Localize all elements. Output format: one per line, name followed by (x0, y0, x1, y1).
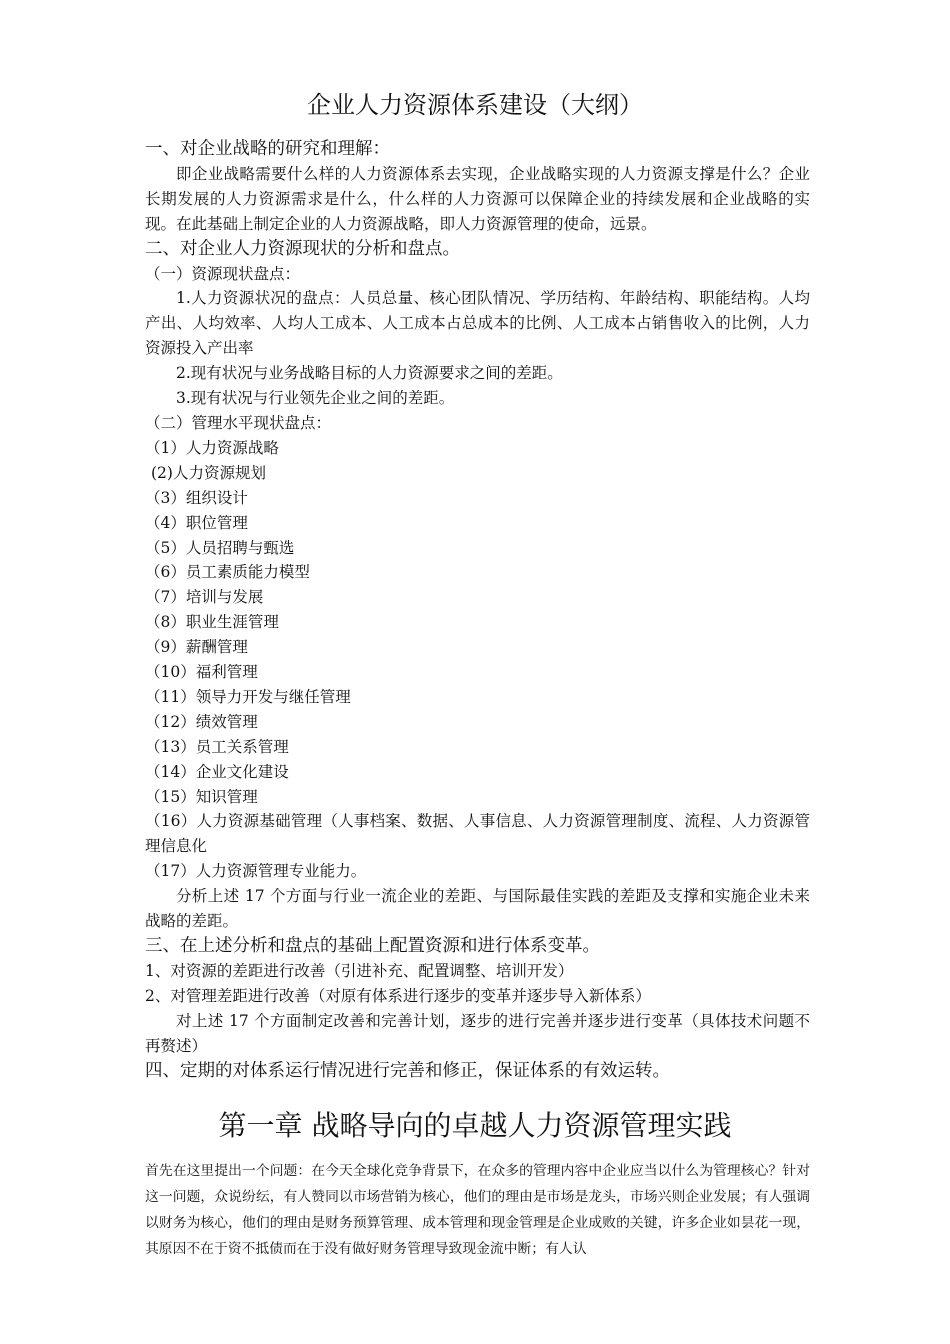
outline-paragraph: （3）组织设计 (145, 488, 248, 507)
outline-paragraph: （17）人力资源管理专业能力。 (145, 862, 367, 881)
outline-section (145, 137, 810, 1083)
outline-paragraph: 1、对资源的差距进行改善（引进补充、配置调整、培训开发） (145, 961, 574, 980)
outline-paragraph: （13）员工关系管理 (145, 737, 289, 756)
outline-paragraph: 3.现有状况与行业领先企业之间的差距。 (176, 389, 455, 408)
section-heading: 四、定期的对体系运行情况进行完善和修正，保证体系的有效运转。 (145, 1060, 670, 1081)
outline-paragraph: (2)人力资源规划 (151, 463, 266, 482)
outline-paragraph: 2.现有状况与业务战略目标的人力资源要求之间的差距。 (176, 364, 563, 383)
outline-paragraph: （7）培训与发展 (145, 588, 264, 607)
outline-paragraph: （12）绩效管理 (145, 712, 258, 731)
document-title: 企业人力资源体系建设（大纲） (307, 91, 643, 119)
outline-paragraph: （8）职业生涯管理 (145, 613, 279, 632)
outline-paragraph: （15）知识管理 (145, 787, 258, 806)
outline-paragraph: 对上述 17 个方面制定改善和完善计划，逐步的进行完善并逐步进行变革（具体技术问题不再赘述） (145, 1011, 810, 1055)
chapter-title: 第一章 战略导向的卓越人力资源管理实践 (218, 1109, 732, 1142)
outline-paragraph: （16）人力资源基础管理（人事档案、数据、人事信息、人力资源管理制度、流程、人力资源管理信息化 (145, 812, 810, 856)
outline-paragraph: （4）职位管理 (145, 513, 248, 532)
section-heading: 三、在上述分析和盘点的基础上配置资源和进行体系变革。 (145, 936, 600, 956)
outline-paragraph: （6）员工素质能力模型 (145, 563, 310, 582)
section-heading: 二、对企业人力资源现状的分析和盘点。 (145, 238, 460, 259)
outline-paragraph: 分析上述 17 个方面与行业一流企业的差距、与国际最佳实践的差距及支撑和实施企业未来战略的差距。 (145, 887, 810, 931)
outline-paragraph: 2、对管理差距进行改善（对原有体系进行逐步的变革并逐步导入新体系） (145, 986, 651, 1005)
outline-paragraph: （10）福利管理 (145, 663, 258, 682)
outline-paragraph: （二）管理水平现状盘点： (145, 413, 332, 432)
outline-paragraph: （9）薪酬管理 (145, 638, 248, 657)
chapter-body-section (145, 1158, 810, 1262)
outline-paragraph: （1）人力资源战略 (145, 438, 279, 457)
outline-paragraph: 1.人力资源状况的盘点：人员总量、核心团队情况、学历结构、年龄结构、职能结构。人均产出、人均效率、人均人工成本、人工成本占总成本的比例、人工成本占销售收入的比例，人力资源投入产出率 (145, 289, 810, 358)
outline-paragraph: 即企业战略需要什么样的人力资源体系去实现，企业战略实现的人力资源支撑是什么？企业长期发展的人力资源需求是什么，什么样的人力资源可以保障企业的持续发展和企业战略的实现。在此基础上制定企业的人力资源战略，即人力资源管理的使命，远景。 (145, 164, 810, 233)
outline-paragraph: （11）领导力开发与继任管理 (145, 687, 351, 706)
outline-paragraph: （一）资源现状盘点： (145, 264, 301, 283)
section-heading: 一、对企业战略的研究和理解： (145, 139, 390, 159)
outline-paragraph: （14）企业文化建设 (145, 762, 289, 781)
outline-paragraph: （5）人员招聘与甄选 (145, 538, 295, 557)
chapter-paragraph: 首先在这里提出一个问题：在今天全球化竞争背景下，在众多的管理内容中企业应当以什么为管理核心？针对这一问题，众说纷纭，有人赞同以市场营销为核心，他们的理由是市场是龙头，市场兴则企业发展；有人强调以财务为核心，他们的理由是财务预算管理、成本管理和现金管理是企业成败的关键，许多企业如昙花一现，其原因不在于资不抵债而在于没有做好财务管理导致现金流中断；有人认 (145, 1163, 810, 1257)
